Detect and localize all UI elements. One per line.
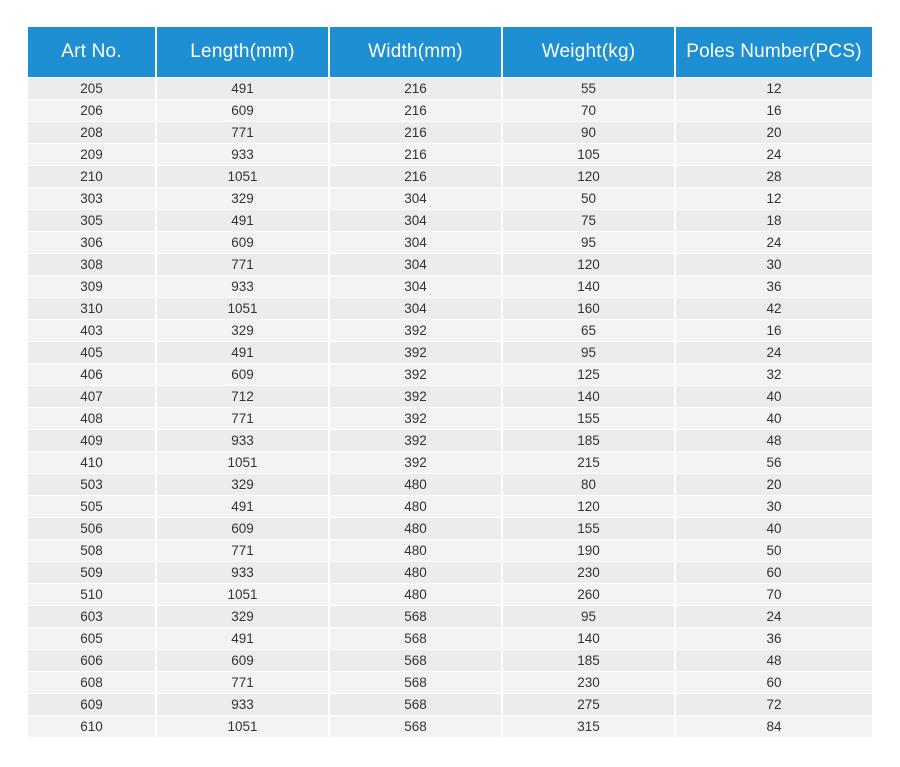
width-cell: 480 — [329, 562, 502, 584]
weight-cell: 75 — [502, 210, 675, 232]
column-header-length: Length(mm) — [156, 27, 329, 78]
table-row — [28, 364, 872, 386]
width-cell: 304 — [329, 298, 502, 320]
width-cell: 304 — [329, 276, 502, 298]
width-cell: 392 — [329, 430, 502, 452]
length-cell: 933 — [156, 694, 329, 716]
table-row — [28, 144, 872, 166]
width-cell: 480 — [329, 474, 502, 496]
art-no-cell: 603 — [28, 606, 156, 628]
width-cell: 568 — [329, 606, 502, 628]
poles-number-cell: 12 — [675, 78, 872, 100]
weight-cell: 260 — [502, 584, 675, 606]
art-no-cell: 605 — [28, 628, 156, 650]
poles-number-cell: 30 — [675, 254, 872, 276]
length-cell: 1051 — [156, 584, 329, 606]
poles-number-cell: 30 — [675, 496, 872, 518]
table-row — [28, 232, 872, 254]
poles-number-cell: 16 — [675, 320, 872, 342]
poles-number-cell: 40 — [675, 518, 872, 540]
poles-number-cell: 60 — [675, 562, 872, 584]
art-no-cell: 503 — [28, 474, 156, 496]
poles-number-cell: 12 — [675, 188, 872, 210]
table-row — [28, 562, 872, 584]
width-cell: 392 — [329, 386, 502, 408]
length-cell: 491 — [156, 78, 329, 100]
length-cell: 491 — [156, 210, 329, 232]
poles-number-cell: 18 — [675, 210, 872, 232]
poles-number-cell: 28 — [675, 166, 872, 188]
table-row — [28, 584, 872, 606]
art-no-cell: 408 — [28, 408, 156, 430]
weight-cell: 155 — [502, 408, 675, 430]
table-body — [28, 78, 872, 738]
weight-cell: 80 — [502, 474, 675, 496]
art-no-cell: 407 — [28, 386, 156, 408]
column-header-poles-number: Poles Number(PCS) — [675, 27, 872, 78]
width-cell: 216 — [329, 122, 502, 144]
table-row — [28, 606, 872, 628]
table-row — [28, 430, 872, 452]
length-cell: 329 — [156, 474, 329, 496]
poles-number-cell: 42 — [675, 298, 872, 320]
length-cell: 712 — [156, 386, 329, 408]
length-cell: 491 — [156, 628, 329, 650]
table-row — [28, 496, 872, 518]
width-cell: 216 — [329, 78, 502, 100]
table-row — [28, 276, 872, 298]
length-cell: 329 — [156, 320, 329, 342]
art-no-cell: 510 — [28, 584, 156, 606]
art-no-cell: 309 — [28, 276, 156, 298]
table-row — [28, 320, 872, 342]
column-header-width: Width(mm) — [329, 27, 502, 78]
poles-number-cell: 24 — [675, 144, 872, 166]
art-no-cell: 508 — [28, 540, 156, 562]
weight-cell: 120 — [502, 166, 675, 188]
table-row — [28, 540, 872, 562]
length-cell: 771 — [156, 672, 329, 694]
art-no-cell: 509 — [28, 562, 156, 584]
art-no-cell: 609 — [28, 694, 156, 716]
weight-cell: 315 — [502, 716, 675, 738]
art-no-cell: 303 — [28, 188, 156, 210]
table-row — [28, 518, 872, 540]
length-cell: 771 — [156, 408, 329, 430]
art-no-cell: 305 — [28, 210, 156, 232]
spec-table — [28, 27, 872, 737]
poles-number-cell: 24 — [675, 342, 872, 364]
width-cell: 392 — [329, 408, 502, 430]
table-row — [28, 254, 872, 276]
weight-cell: 230 — [502, 562, 675, 584]
length-cell: 609 — [156, 364, 329, 386]
length-cell: 1051 — [156, 298, 329, 320]
length-cell: 329 — [156, 188, 329, 210]
art-no-cell: 410 — [28, 452, 156, 474]
table-row — [28, 474, 872, 496]
weight-cell: 90 — [502, 122, 675, 144]
weight-cell: 65 — [502, 320, 675, 342]
table-row — [28, 452, 872, 474]
width-cell: 480 — [329, 496, 502, 518]
column-header-art-no: Art No. — [28, 27, 156, 78]
poles-number-cell: 24 — [675, 232, 872, 254]
weight-cell: 50 — [502, 188, 675, 210]
poles-number-cell: 40 — [675, 386, 872, 408]
table-header — [28, 27, 872, 78]
poles-number-cell: 24 — [675, 606, 872, 628]
weight-cell: 160 — [502, 298, 675, 320]
length-cell: 329 — [156, 606, 329, 628]
poles-number-cell: 36 — [675, 628, 872, 650]
table-row — [28, 650, 872, 672]
width-cell: 304 — [329, 254, 502, 276]
art-no-cell: 206 — [28, 100, 156, 122]
length-cell: 771 — [156, 122, 329, 144]
poles-number-cell: 40 — [675, 408, 872, 430]
width-cell: 304 — [329, 232, 502, 254]
art-no-cell: 406 — [28, 364, 156, 386]
width-cell: 392 — [329, 342, 502, 364]
length-cell: 771 — [156, 540, 329, 562]
weight-cell: 55 — [502, 78, 675, 100]
length-cell: 933 — [156, 276, 329, 298]
width-cell: 568 — [329, 716, 502, 738]
width-cell: 568 — [329, 628, 502, 650]
length-cell: 609 — [156, 232, 329, 254]
weight-cell: 95 — [502, 232, 675, 254]
poles-number-cell: 16 — [675, 100, 872, 122]
poles-number-cell: 32 — [675, 364, 872, 386]
column-header-weight: Weight(kg) — [502, 27, 675, 78]
poles-number-cell: 60 — [675, 672, 872, 694]
poles-number-cell: 72 — [675, 694, 872, 716]
header-row — [28, 27, 872, 78]
table-row — [28, 100, 872, 122]
width-cell: 216 — [329, 100, 502, 122]
width-cell: 392 — [329, 320, 502, 342]
table-row — [28, 298, 872, 320]
length-cell: 1051 — [156, 166, 329, 188]
width-cell: 304 — [329, 188, 502, 210]
art-no-cell: 308 — [28, 254, 156, 276]
width-cell: 216 — [329, 166, 502, 188]
width-cell: 304 — [329, 210, 502, 232]
art-no-cell: 310 — [28, 298, 156, 320]
weight-cell: 215 — [502, 452, 675, 474]
length-cell: 491 — [156, 496, 329, 518]
length-cell: 491 — [156, 342, 329, 364]
art-no-cell: 210 — [28, 166, 156, 188]
length-cell: 933 — [156, 144, 329, 166]
weight-cell: 140 — [502, 276, 675, 298]
weight-cell: 140 — [502, 628, 675, 650]
weight-cell: 155 — [502, 518, 675, 540]
poles-number-cell: 20 — [675, 474, 872, 496]
poles-number-cell: 70 — [675, 584, 872, 606]
art-no-cell: 209 — [28, 144, 156, 166]
width-cell: 392 — [329, 364, 502, 386]
width-cell: 480 — [329, 584, 502, 606]
art-no-cell: 506 — [28, 518, 156, 540]
table-row — [28, 122, 872, 144]
art-no-cell: 405 — [28, 342, 156, 364]
table-row — [28, 672, 872, 694]
art-no-cell: 608 — [28, 672, 156, 694]
art-no-cell: 306 — [28, 232, 156, 254]
weight-cell: 120 — [502, 496, 675, 518]
weight-cell: 125 — [502, 364, 675, 386]
art-no-cell: 606 — [28, 650, 156, 672]
poles-number-cell: 56 — [675, 452, 872, 474]
table-row — [28, 716, 872, 738]
poles-number-cell: 48 — [675, 430, 872, 452]
table-row — [28, 694, 872, 716]
weight-cell: 120 — [502, 254, 675, 276]
table-row — [28, 210, 872, 232]
weight-cell: 140 — [502, 386, 675, 408]
table-row — [28, 386, 872, 408]
art-no-cell: 403 — [28, 320, 156, 342]
length-cell: 1051 — [156, 716, 329, 738]
width-cell: 568 — [329, 672, 502, 694]
art-no-cell: 505 — [28, 496, 156, 518]
table-row — [28, 188, 872, 210]
poles-number-cell: 84 — [675, 716, 872, 738]
width-cell: 480 — [329, 540, 502, 562]
length-cell: 933 — [156, 430, 329, 452]
length-cell: 933 — [156, 562, 329, 584]
poles-number-cell: 50 — [675, 540, 872, 562]
table-row — [28, 166, 872, 188]
art-no-cell: 205 — [28, 78, 156, 100]
weight-cell: 275 — [502, 694, 675, 716]
weight-cell: 185 — [502, 650, 675, 672]
weight-cell: 105 — [502, 144, 675, 166]
table-row — [28, 408, 872, 430]
table-row — [28, 628, 872, 650]
weight-cell: 190 — [502, 540, 675, 562]
weight-cell: 70 — [502, 100, 675, 122]
poles-number-cell: 48 — [675, 650, 872, 672]
length-cell: 771 — [156, 254, 329, 276]
width-cell: 216 — [329, 144, 502, 166]
width-cell: 568 — [329, 650, 502, 672]
table-row — [28, 342, 872, 364]
poles-number-cell: 20 — [675, 122, 872, 144]
width-cell: 568 — [329, 694, 502, 716]
art-no-cell: 409 — [28, 430, 156, 452]
poles-number-cell: 36 — [675, 276, 872, 298]
weight-cell: 95 — [502, 606, 675, 628]
weight-cell: 95 — [502, 342, 675, 364]
weight-cell: 185 — [502, 430, 675, 452]
length-cell: 609 — [156, 518, 329, 540]
length-cell: 609 — [156, 650, 329, 672]
width-cell: 392 — [329, 452, 502, 474]
table-row — [28, 78, 872, 100]
art-no-cell: 208 — [28, 122, 156, 144]
length-cell: 609 — [156, 100, 329, 122]
weight-cell: 230 — [502, 672, 675, 694]
length-cell: 1051 — [156, 452, 329, 474]
width-cell: 480 — [329, 518, 502, 540]
art-no-cell: 610 — [28, 716, 156, 738]
